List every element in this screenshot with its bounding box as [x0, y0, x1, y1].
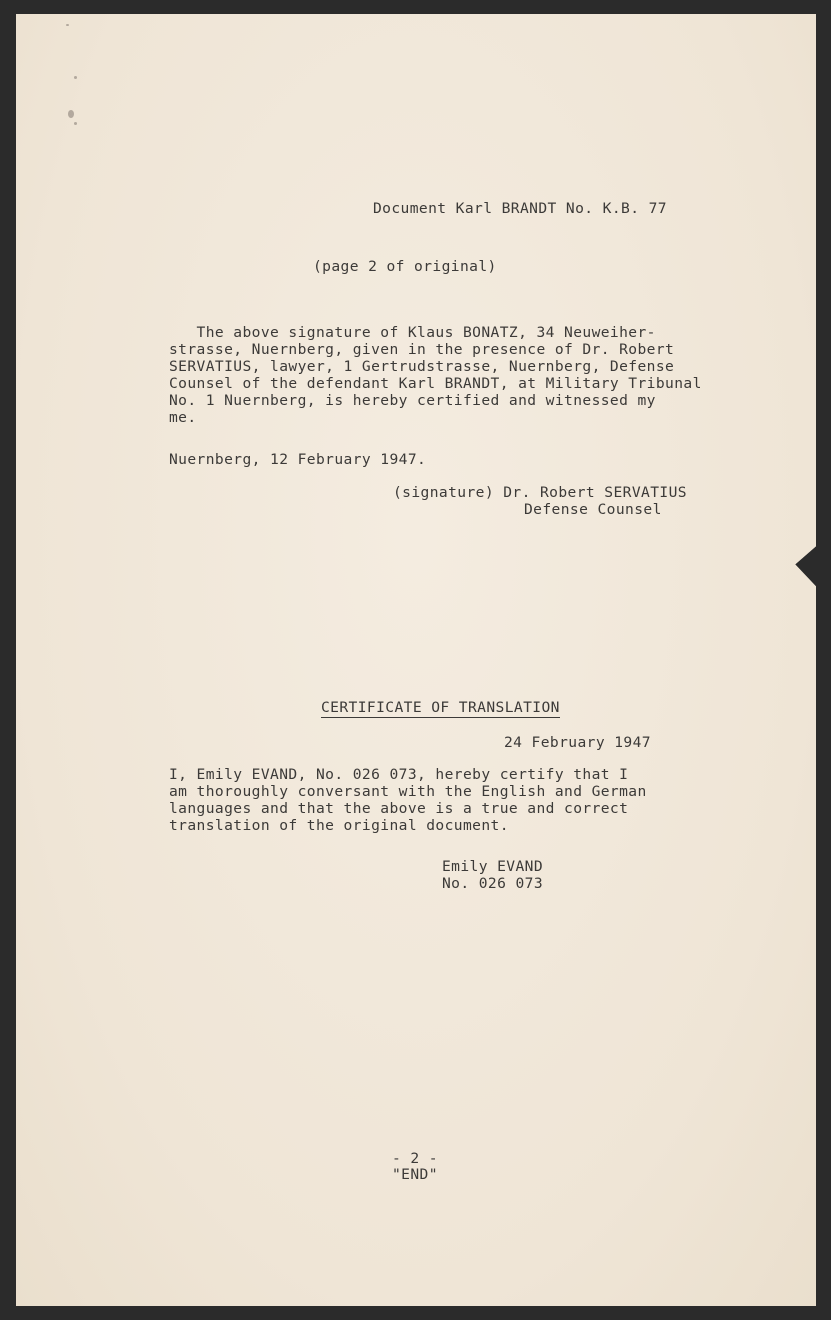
- paper-speck: [74, 122, 77, 125]
- certificate-date: 24 February 1947: [504, 734, 651, 751]
- attestation-line: Counsel of the defendant Karl BRANDT, at Military Tribunal: [169, 375, 702, 392]
- attestation-line: The above signature of Klaus BONATZ, 34 Neuweiher-: [169, 324, 656, 341]
- signature-line: (signature) Dr. Robert SERVATIUS: [393, 484, 687, 501]
- page-note: (page 2 of original): [313, 258, 497, 275]
- certificate-line: translation of the original document.: [169, 817, 509, 834]
- attestation-line: me.: [169, 409, 197, 426]
- paper-speck: [68, 110, 74, 118]
- paper-speck: [66, 24, 69, 26]
- end-mark: "END": [392, 1166, 438, 1183]
- paper-speck: [74, 76, 77, 79]
- place-date: Nuernberg, 12 February 1947.: [169, 451, 427, 468]
- certificate-line: I, Emily EVAND, No. 026 073, hereby certify that I: [169, 766, 629, 783]
- signature-title: Defense Counsel: [524, 501, 662, 518]
- document-reference: Document Karl BRANDT No. K.B. 77: [373, 200, 667, 217]
- certificate-line: am thoroughly conversant with the English and German: [169, 783, 647, 800]
- attestation-line: No. 1 Nuernberg, is hereby certified and witnessed my: [169, 392, 656, 409]
- signer-number: No. 026 073: [442, 875, 544, 892]
- certificate-line: languages and that the above is a true and correct: [169, 800, 629, 817]
- signer-name: Emily EVAND: [442, 858, 544, 875]
- attestation-line: strasse, Nuernberg, given in the presence of Dr. Robert: [169, 341, 675, 358]
- page-number: - 2 -: [392, 1150, 438, 1167]
- certificate-heading: CERTIFICATE OF TRANSLATION: [321, 699, 560, 716]
- attestation-line: SERVATIUS, lawyer, 1 Gertrudstrasse, Nuernberg, Defense: [169, 358, 675, 375]
